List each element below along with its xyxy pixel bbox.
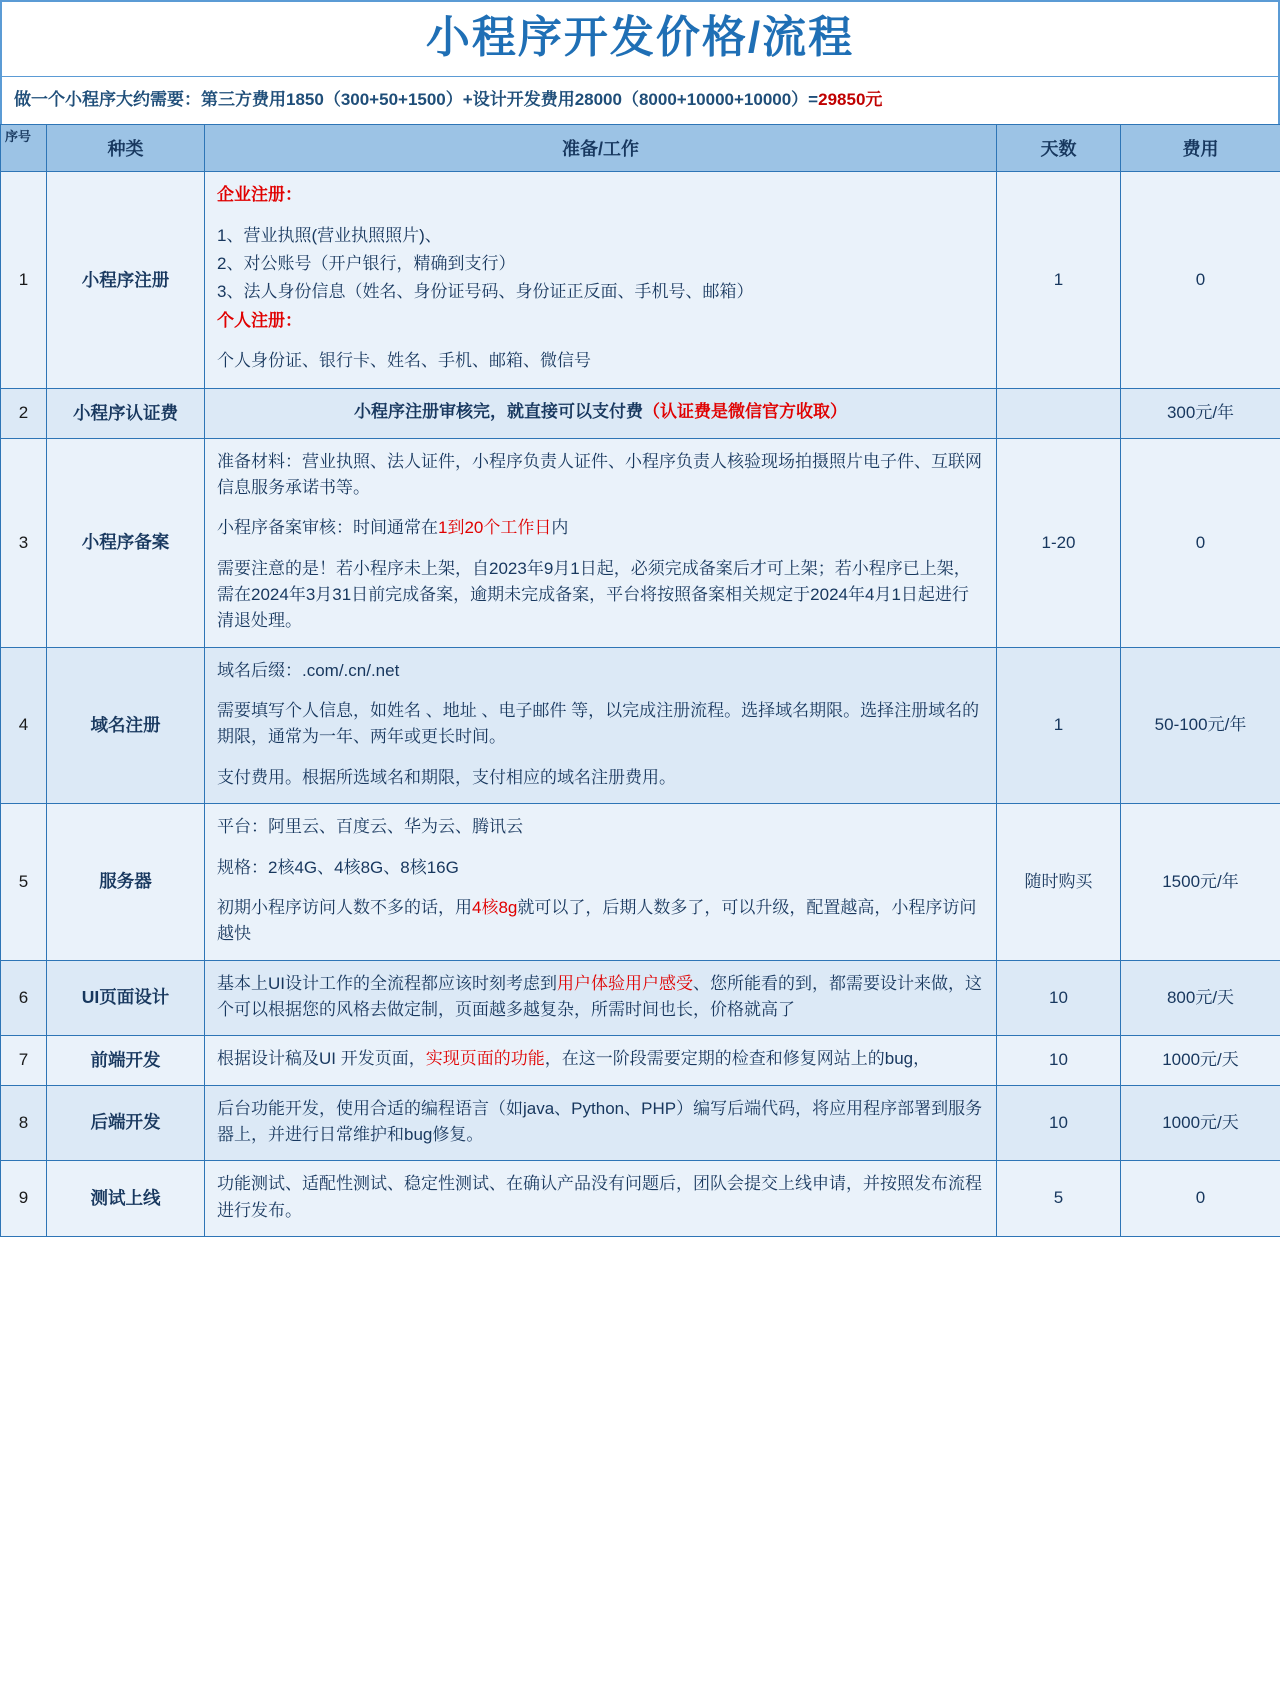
filing-materials: 准备材料：营业执照、法人证件，小程序负责人证件、小程序负责人核验现场拍摄照片电子件、互联网信息服务承诺书等。 [217,451,982,498]
row-seq: 1 [1,172,47,389]
row-fee: 0 [1121,438,1280,647]
row-days: 1-20 [997,438,1121,647]
filing-review-time [217,515,984,541]
row-seq: 8 [1,1085,47,1161]
company-item-1: 1、营业执照(营业执照照片)、 [217,225,442,245]
row-days: 1 [997,172,1121,389]
company-item-2: 2、对公账号（开户银行，精确到支行） [217,254,516,274]
table-row [1,960,1280,1036]
server-advice [217,895,984,948]
column-header-kind: 种类 [47,125,205,172]
row-kind: 域名注册 [47,647,205,803]
frontend-text [217,1046,984,1072]
ui-design-prefix: 基本上UI设计工作的全流程都应该时刻考虑到 [217,973,557,993]
company-item-3: 3、法人身份信息（姓名、身份证号码、身份证正反面、手机号、邮箱） [217,282,754,302]
row-kind: 前端开发 [47,1036,205,1085]
summary-line [0,76,1280,124]
summary-prefix: 做一个小程序大约需要：第三方费用1850（300+50+1500）+设计开发费用28000（8000+10000+10000）= [14,90,819,110]
summary-total: 29850元 [818,90,883,110]
table-row [1,647,1280,803]
server-advice-prefix: 初期小程序访问人数不多的话，用 [217,897,472,917]
row-fee: 300元/年 [1121,389,1280,438]
row-work [205,438,997,647]
row-seq: 2 [1,389,47,438]
column-header-fee: 费用 [1121,125,1280,172]
verify-fee-text: 小程序注册审核完，就直接可以支付费 [354,402,643,422]
row-days: 5 [997,1161,1121,1237]
pricing-table [0,124,1280,1237]
table-row [1,1161,1280,1237]
row-days: 10 [997,1085,1121,1161]
row-seq: 4 [1,647,47,803]
column-header-days: 天数 [997,125,1121,172]
filing-notice: 需要注意的是！若小程序未上架，自2023年9月1日起，必须完成备案后才可上架；若小程序已上架，需在2024年3月31日前完成备案，逾期未完成备案，平台将按照备案相关规定于2024年4月1日起进行清退处理。 [217,558,971,631]
row-days: 10 [997,1036,1121,1085]
filing-review-highlight: 1到20个工作日 [438,518,552,538]
row-kind: UI页面设计 [47,960,205,1036]
row-kind: 后端开发 [47,1085,205,1161]
frontend-highlight: 实现页面的功能 [425,1049,545,1069]
page-title: 小程序开发价格/流程 [425,13,855,62]
frontend-suffix: ，在这一阶段需要定期的检查和修复网站上的bug， [544,1049,931,1069]
row-kind: 服务器 [47,804,205,960]
row-fee: 1000元/天 [1121,1036,1280,1085]
filing-review-suffix: 内 [551,518,569,538]
server-advice-suffix: 就可以了，后期人数多了，可以升级，配置越高，小程序访问越快 [217,897,977,944]
filing-review-prefix: 小程序备案审核：时间通常在 [217,518,438,538]
ui-design-text [217,971,984,1024]
company-register-heading: 企业注册： [217,185,302,205]
row-kind: 小程序认证费 [47,389,205,438]
row-days [997,389,1121,438]
server-advice-highlight: 4核8g [472,897,518,917]
row-work [205,647,997,803]
row-seq: 9 [1,1161,47,1237]
row-fee: 0 [1121,172,1280,389]
row-days: 10 [997,960,1121,1036]
table-row [1,804,1280,960]
ui-design-suffix: 、您所能看的到，都需要设计来做，这个可以根据您的风格去做定制，页面越多越复杂，所需时间也长，价格就高了 [217,973,982,1019]
row-work [205,1036,997,1085]
row-work [205,804,997,960]
domain-info: 需要填写个人信息，如姓名 、地址 、电子邮件 等，以完成注册流程。选择域名期限。选择注册域名的期限，通常为一年、两年或更长时间。 [217,701,980,747]
ui-design-highlight: 用户体验用户感受 [557,973,693,993]
row-work [205,1161,997,1237]
table-header-row [1,125,1280,172]
row-work [205,389,997,438]
row-fee: 50-100元/年 [1121,647,1280,803]
row-fee: 1000元/天 [1121,1085,1280,1161]
row-seq: 5 [1,804,47,960]
table-row [1,438,1280,647]
backend-text: 后台功能开发，使用合适的编程语言（如java、Python、PHP）编写后端代码，将应用程序部署到服务器上，并进行日常维护和bug修复。 [217,1098,983,1144]
row-days: 随时购买 [997,804,1121,960]
table-row [1,389,1280,438]
server-platforms: 平台：阿里云、百度云、华为云、腾讯云 [217,817,523,837]
row-kind: 测试上线 [47,1161,205,1237]
document-title-bar [0,0,1280,76]
personal-items: 个人身份证、银行卡、姓名、手机、邮箱、微信号 [217,351,591,371]
row-seq: 3 [1,438,47,647]
row-kind: 小程序注册 [47,172,205,389]
row-days: 1 [997,647,1121,803]
row-seq: 7 [1,1036,47,1085]
row-work [205,172,997,389]
row-fee: 800元/天 [1121,960,1280,1036]
column-header-seq: 序号 [1,125,47,172]
row-work [205,1085,997,1161]
testing-text: 功能测试、适配性测试、稳定性测试、在确认产品没有问题后，团队会提交上线申请，并按照发布流程进行发布。 [217,1174,982,1220]
column-header-work: 准备/工作 [205,125,997,172]
server-specs: 规格：2核4G、4核8G、8核16G [217,857,459,877]
row-work [205,960,997,1036]
table-row [1,1036,1280,1085]
frontend-prefix: 根据设计稿及UI 开发页面， [217,1049,426,1069]
domain-payment: 支付费用。根据所选域名和期限，支付相应的域名注册费用。 [217,767,676,787]
table-row [1,172,1280,389]
row-fee: 0 [1121,1161,1280,1237]
verify-fee-note: （认证费是微信官方收取） [643,402,847,422]
personal-register-heading: 个人注册： [217,310,302,330]
domain-suffix: 域名后缀：.com/.cn/.net [217,660,400,680]
row-seq: 6 [1,960,47,1036]
table-row [1,1085,1280,1161]
row-fee: 1500元/年 [1121,804,1280,960]
row-kind: 小程序备案 [47,438,205,647]
